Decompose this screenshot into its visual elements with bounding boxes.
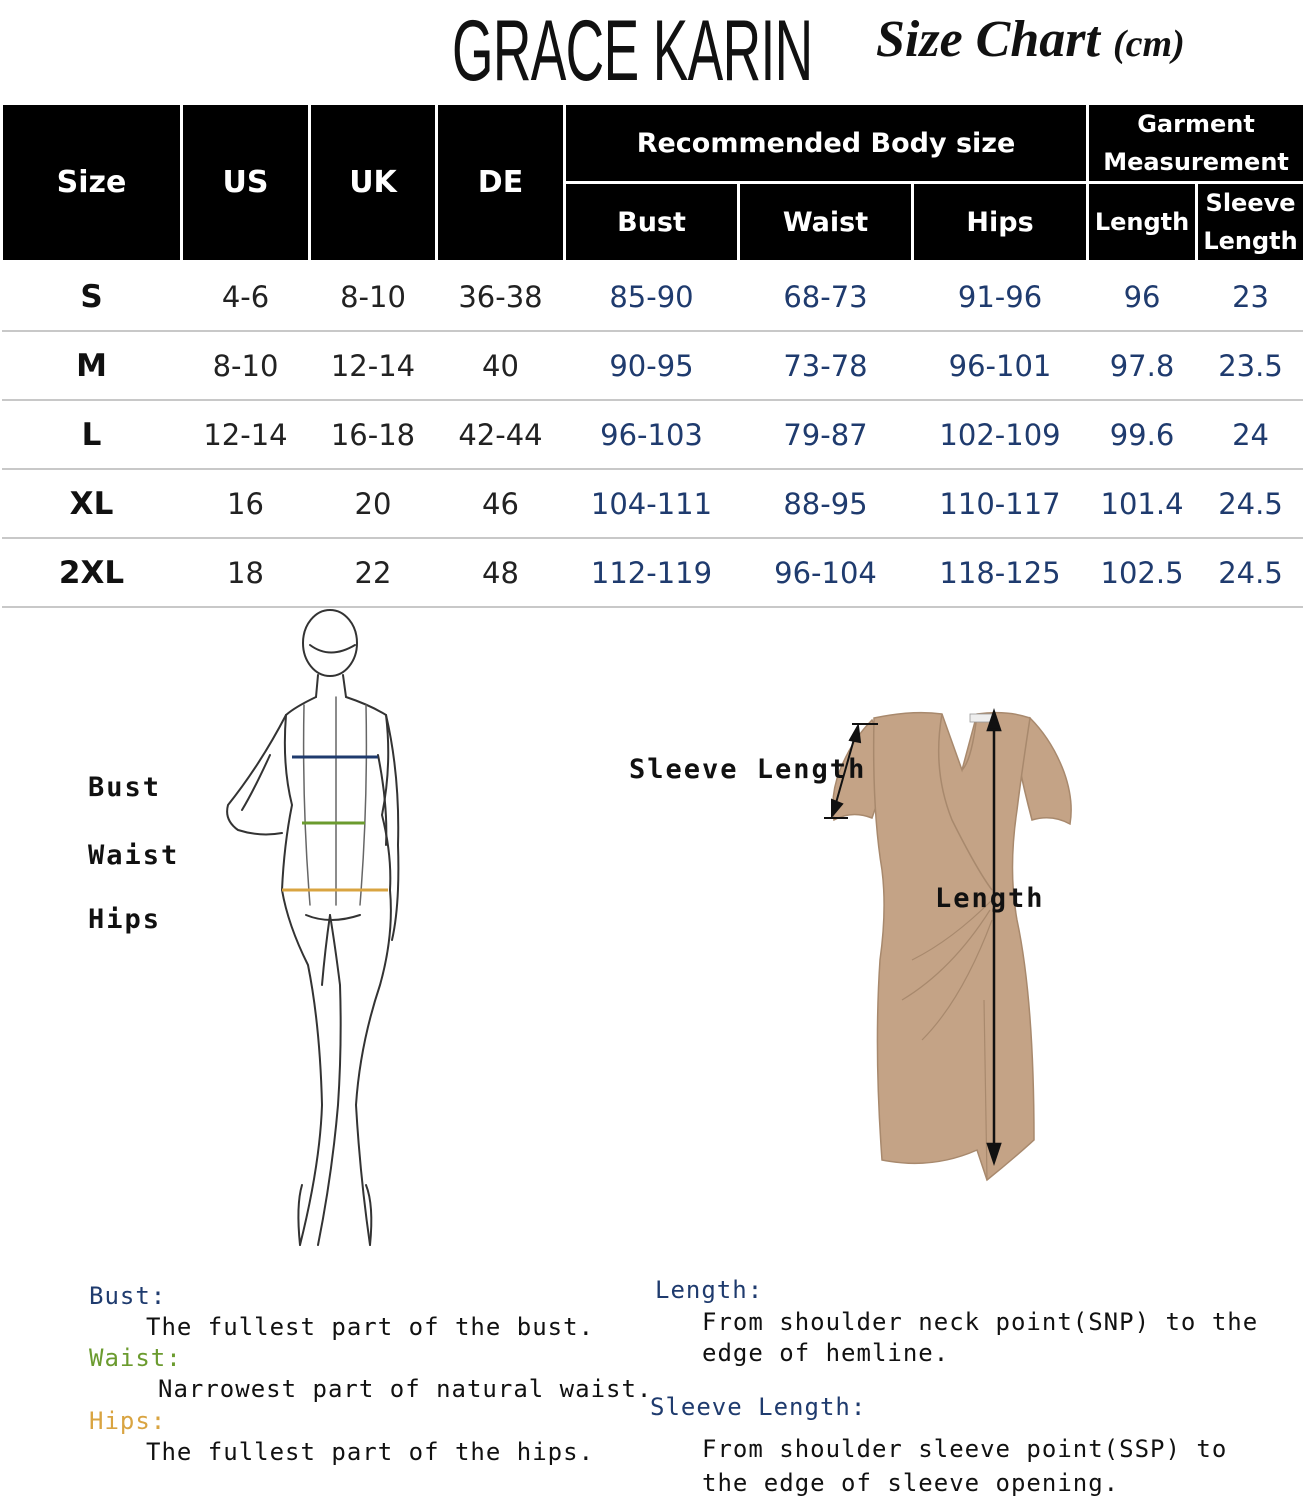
cell-length: 102.5: [1088, 538, 1197, 607]
def-hips-title: Hips:: [89, 1407, 167, 1435]
figure-label-sleeve-length: Sleeve Length: [629, 754, 867, 785]
dress-body: [874, 713, 1034, 1180]
def-bust-title: Bust:: [89, 1282, 167, 1310]
cell-de: 46: [437, 469, 565, 538]
cell-hips: 110-117: [913, 469, 1088, 538]
cell-uk: 16-18: [310, 400, 437, 469]
cell-hips: 118-125: [913, 538, 1088, 607]
cell-us: 18: [182, 538, 310, 607]
cell-size: M: [2, 331, 182, 400]
cell-bust: 104-111: [565, 469, 739, 538]
cell-uk: 8-10: [310, 262, 437, 332]
header-uk: UK: [310, 104, 437, 262]
figure-label-length: Length: [935, 883, 1045, 914]
cell-uk: 22: [310, 538, 437, 607]
body-figure-illustration: [210, 605, 430, 1255]
cell-bust: 85-90: [565, 262, 739, 332]
cell-de: 48: [437, 538, 565, 607]
def-waist-text: Narrowest part of natural waist.: [158, 1375, 653, 1403]
header-size: Size: [2, 104, 182, 262]
def-length-text-1: From shoulder neck point(SNP) to the: [702, 1308, 1259, 1336]
cell-sleeve: 24.5: [1197, 469, 1303, 538]
chart-title-text: Size Chart: [876, 11, 1100, 68]
cell-de: 42-44: [437, 400, 565, 469]
header-sleeve-length: Sleeve Length: [1197, 183, 1303, 262]
cell-waist: 79-87: [739, 400, 913, 469]
def-hips-text: The fullest part of the hips.: [146, 1438, 595, 1466]
cell-sleeve: 23.5: [1197, 331, 1303, 400]
cell-hips: 102-109: [913, 400, 1088, 469]
cell-waist: 73-78: [739, 331, 913, 400]
header-us: US: [182, 104, 310, 262]
cell-waist: 68-73: [739, 262, 913, 332]
cell-size: 2XL: [2, 538, 182, 607]
header-length: Length: [1088, 183, 1197, 262]
cell-length: 101.4: [1088, 469, 1197, 538]
size-table: [0, 102, 1303, 608]
cell-bust: 112-119: [565, 538, 739, 607]
def-sleeve-text-1: From shoulder sleeve point(SSP) to: [702, 1435, 1228, 1463]
header-body-group: Recommended Body size: [565, 104, 1088, 183]
cell-us: 16: [182, 469, 310, 538]
cell-length: 97.8: [1088, 331, 1197, 400]
header-hips: Hips: [913, 183, 1088, 262]
table-row: [2, 538, 1303, 607]
header-waist: Waist: [739, 183, 913, 262]
def-waist-title: Waist:: [89, 1344, 182, 1372]
table-row: [2, 331, 1303, 400]
header-garment-group: Garment Measurement: [1088, 104, 1303, 183]
figure-label-hips: Hips: [88, 904, 162, 935]
cell-sleeve: 24: [1197, 400, 1303, 469]
table-row: [2, 469, 1303, 538]
cell-size: S: [2, 262, 182, 332]
table-row: [2, 400, 1303, 469]
def-sleeve-title: Sleeve Length:: [650, 1393, 867, 1421]
cell-us: 8-10: [182, 331, 310, 400]
brand-logo: GRACE KARIN: [452, 3, 813, 99]
cell-uk: 12-14: [310, 331, 437, 400]
cell-us: 12-14: [182, 400, 310, 469]
table-row: [2, 262, 1303, 332]
chart-title: [876, 10, 1185, 69]
figure-label-bust: Bust: [88, 772, 162, 803]
cell-size: XL: [2, 469, 182, 538]
cell-waist: 96-104: [739, 538, 913, 607]
header-de: DE: [437, 104, 565, 262]
cell-hips: 96-101: [913, 331, 1088, 400]
figure-label-waist: Waist: [88, 840, 180, 871]
def-sleeve-text-2: the edge of sleeve opening.: [702, 1469, 1120, 1497]
cell-length: 96: [1088, 262, 1197, 332]
header-bust: Bust: [565, 183, 739, 262]
cell-de: 36-38: [437, 262, 565, 332]
def-bust-text: The fullest part of the bust.: [146, 1313, 595, 1341]
cell-uk: 20: [310, 469, 437, 538]
cell-bust: 96-103: [565, 400, 739, 469]
cell-us: 4-6: [182, 262, 310, 332]
cell-sleeve: 23: [1197, 262, 1303, 332]
def-length-title: Length:: [655, 1276, 764, 1304]
cell-sleeve: 24.5: [1197, 538, 1303, 607]
cell-de: 40: [437, 331, 565, 400]
cell-bust: 90-95: [565, 331, 739, 400]
cell-waist: 88-95: [739, 469, 913, 538]
cell-hips: 91-96: [913, 262, 1088, 332]
chart-title-unit: (cm): [1112, 23, 1185, 65]
cell-size: L: [2, 400, 182, 469]
def-length-text-2: edge of hemline.: [702, 1339, 950, 1367]
cell-length: 99.6: [1088, 400, 1197, 469]
